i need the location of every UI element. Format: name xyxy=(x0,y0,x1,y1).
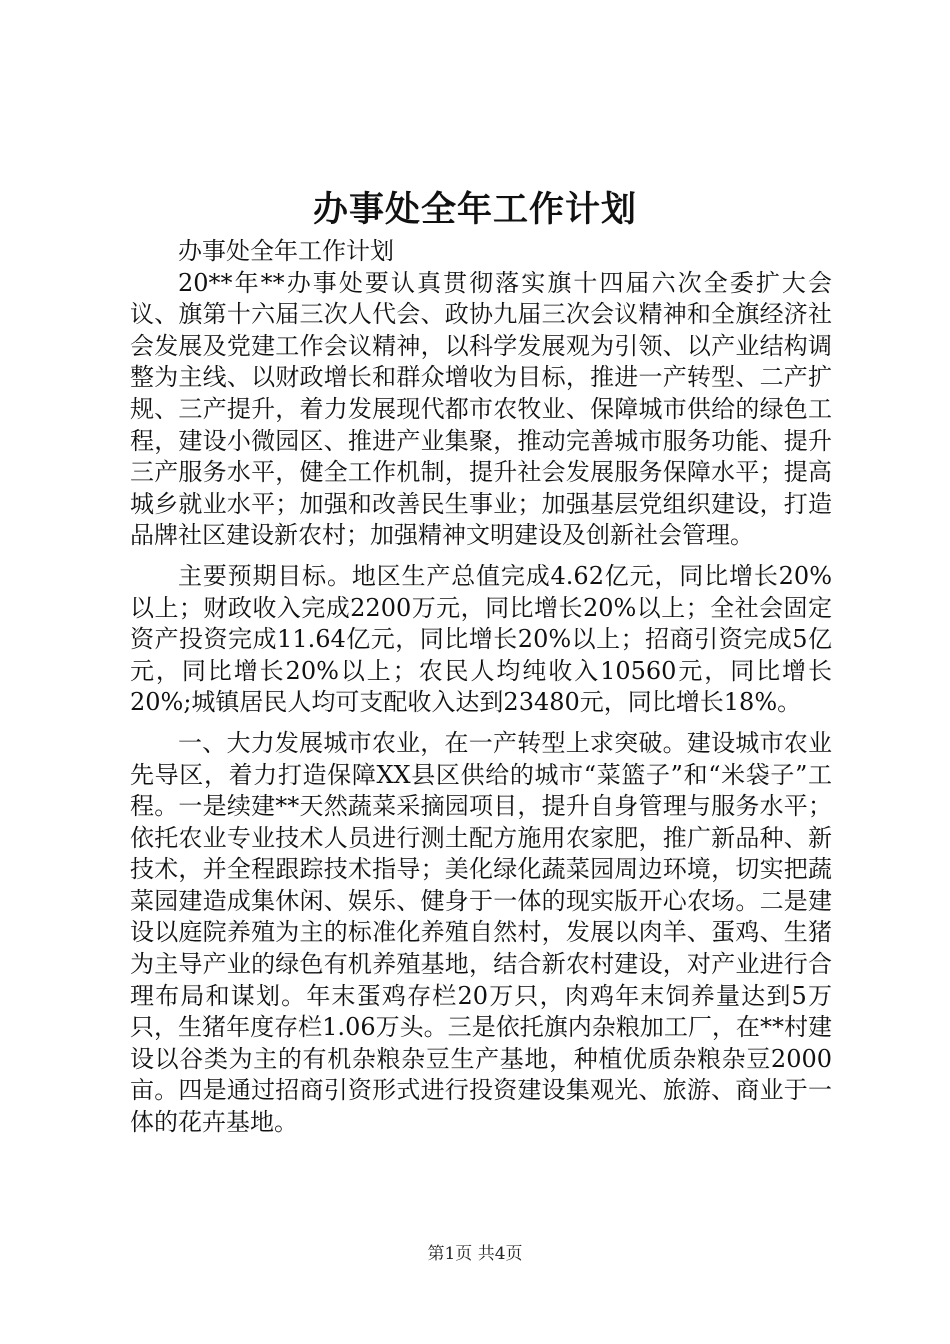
document-subtitle: 办事处全年工作计划 xyxy=(178,237,394,265)
paragraph-intro: 20**年**办事处要认真贯彻落实旗十四届六次全委扩大会议、旗第十六届三次人代会、政协九届三次会议精神和全旗经济社会发展及党建工作会议精神，以科学发展观为引领、以产业结构调整为主线、以财政增长和群众增收为目标，推进一产转型、二产扩规、三产提升，着力发展现代都市农牧业、保障城市供给的绿色工程，建设小微园区、推进产业集聚，推动完善城市服务功能、提升三产服务水平，健全工作机制，提升社会发展服务保障水平；提高城乡就业水平；加强和改善民生事业；加强基层党组织建设，打造品牌社区建设新农村；加强精神文明建设及创新社会管理。 xyxy=(130,268,832,550)
page-footer: 第1页 共4页 xyxy=(427,1244,523,1264)
paragraph-targets: 主要预期目标。地区生产总值完成4.62亿元，同比增长20%以上；财政收入完成2200万元，同比增长20%以上；全社会固定资产投资完成11.64亿元，同比增长20%以上；招商引资完成5亿元，同比增长20%以上；农民人均纯收入10560元，同比增长20%;城镇居民人均可支配收入达到23480元，同比增长18%。 xyxy=(130,561,832,717)
document-title: 办事处全年工作计划 xyxy=(312,189,637,230)
paragraph-agriculture: 一、大力发展城市农业，在一产转型上求突破。建设城市农业先导区，着力打造保障XX县区供给的城市“菜篮子”和“米袋子”工程。一是续建**天然蔬菜采摘园项目，提升自身管理与服务水平；依托农业专业技术人员进行测土配方施用农家肥，推广新品种、新技术，并全程跟踪技术指导；美化绿化蔬菜园周边环境，切实把蔬菜园建造成集休闲、娱乐、健身于一体的现实版开心农场。二是建设以庭院养殖为主的标准化养殖自然村，发展以肉羊、蛋鸡、生猪为主导产业的绿色有机养殖基地，结合新农村建设，对产业进行合理布局和谋划。年末蛋鸡存栏20万只，肉鸡年末饲养量达到5万只，生猪年度存栏1.06万头。三是依托旗内杂粮加工厂，在**村建设以谷类为主的有机杂粮杂豆生产基地，种植优质杂粮杂豆2000亩。四是通过招商引资形式进行投资建设集观光、旅游、商业于一体的花卉基地。 xyxy=(130,728,832,1137)
document-body xyxy=(130,236,832,1148)
